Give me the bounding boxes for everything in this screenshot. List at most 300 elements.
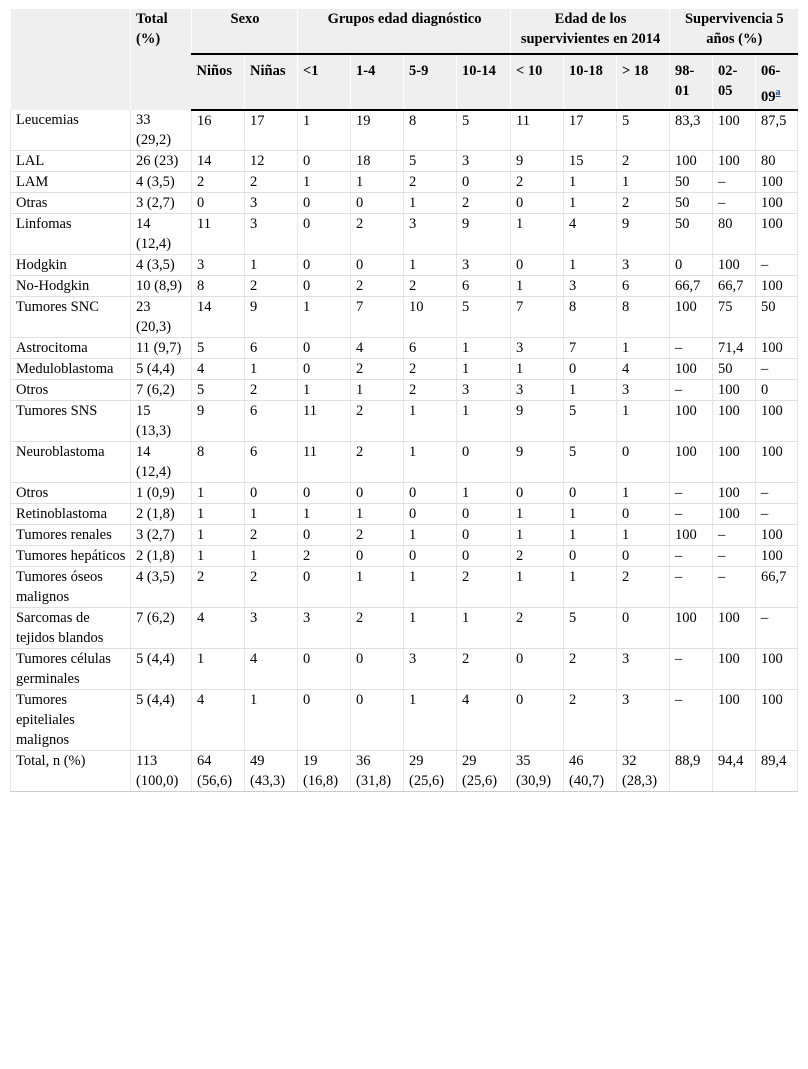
table-cell: 7 (351, 296, 404, 337)
table-cell: 49 (43,3) (245, 750, 298, 791)
table-cell: 1 (404, 254, 457, 275)
table-cell: 0 (564, 545, 617, 566)
table-cell: 5 (4,4) (131, 648, 192, 689)
table-cell: 0 (564, 482, 617, 503)
table-cell: 11 (298, 441, 351, 482)
table-cell: 0 (351, 689, 404, 750)
table-cell: 35 (30,9) (511, 750, 564, 791)
table-cell: 2 (617, 192, 670, 213)
table-cell: 0 (298, 213, 351, 254)
table-cell: 0 (351, 648, 404, 689)
table-row (11, 275, 798, 296)
table-cell: 5 (4,4) (131, 358, 192, 379)
table-cell: 4 (192, 358, 245, 379)
table-cell: 1 (351, 379, 404, 400)
table-cell: 50 (713, 358, 756, 379)
table-cell: 100 (713, 482, 756, 503)
table-cell: 10 (404, 296, 457, 337)
table-cell: 14 (192, 150, 245, 171)
table-cell: – (670, 503, 713, 524)
table-cell: 1 (245, 689, 298, 750)
table-cell: 0 (617, 503, 670, 524)
table-cell: 2 (404, 379, 457, 400)
table-cell: 0 (298, 358, 351, 379)
table-cell: – (713, 545, 756, 566)
table-cell: 0 (670, 254, 713, 275)
table-body (11, 110, 798, 792)
table-cell: 9 (511, 150, 564, 171)
table-cell: 2 (351, 607, 404, 648)
table-row (11, 545, 798, 566)
table-cell: 4 (564, 213, 617, 254)
table-cell: 6 (457, 275, 511, 296)
table-cell: 1 (511, 358, 564, 379)
table-cell: 2 (404, 171, 457, 192)
subheader-age-1-4: 1-4 (351, 54, 404, 110)
table-cell: 0 (298, 566, 351, 607)
table-cell: 1 (192, 524, 245, 545)
table-cell: 2 (351, 400, 404, 441)
table-cell: – (670, 689, 713, 750)
table-cell: 2 (511, 545, 564, 566)
table-cell: 19 (351, 110, 404, 151)
table-cell: 3 (457, 379, 511, 400)
table-cell: 5 (404, 150, 457, 171)
table-cell: 80 (713, 213, 756, 254)
table-cell: 7 (6,2) (131, 379, 192, 400)
table-cell: 1 (457, 482, 511, 503)
table-cell: 100 (713, 400, 756, 441)
table-cell: 100 (756, 192, 798, 213)
table-row (11, 254, 798, 275)
table-cell: 0 (351, 545, 404, 566)
table-cell: 3 (617, 648, 670, 689)
table-cell: 26 (23) (131, 150, 192, 171)
table-cell: – (670, 545, 713, 566)
subheader-age-5-9: 5-9 (404, 54, 457, 110)
table-cell: 0 (404, 503, 457, 524)
table-cell: 1 (298, 296, 351, 337)
table-row (11, 524, 798, 545)
table-cell: 0 (245, 482, 298, 503)
table-cell: 18 (351, 150, 404, 171)
table-cell: 0 (457, 171, 511, 192)
table-cell: 2 (1,8) (131, 545, 192, 566)
table-cell: 1 (564, 524, 617, 545)
table-cell: 6 (245, 441, 298, 482)
table-cell: 1 (404, 689, 457, 750)
table-cell: 8 (404, 110, 457, 151)
table-cell: 8 (192, 441, 245, 482)
subheader-surv-10-18: 10-18 (564, 54, 617, 110)
table-cell: 0 (298, 524, 351, 545)
table-cell: 1 (564, 566, 617, 607)
table-cell: 0 (298, 150, 351, 171)
table-cell: 3 (245, 607, 298, 648)
table-cell: 3 (511, 337, 564, 358)
row-label: Otras (11, 192, 131, 213)
table-cell: 2 (1,8) (131, 503, 192, 524)
table-cell: 9 (457, 213, 511, 254)
table-cell: 1 (351, 566, 404, 607)
subheader-ninas: Niñas (245, 54, 298, 110)
table-cell: 3 (2,7) (131, 524, 192, 545)
table-cell: – (670, 566, 713, 607)
table-cell: 2 (192, 566, 245, 607)
table-cell: 29 (25,6) (457, 750, 511, 791)
table-cell: 64 (56,6) (192, 750, 245, 791)
table-cell: 1 (457, 358, 511, 379)
table-cell: 83,3 (670, 110, 713, 151)
table-cell: 100 (756, 524, 798, 545)
table-cell: – (756, 607, 798, 648)
table-row (11, 171, 798, 192)
table-cell: 1 (298, 503, 351, 524)
table-cell: 1 (298, 171, 351, 192)
table-cell: 1 (298, 110, 351, 151)
row-label: Tumores óseos malignos (11, 566, 131, 607)
table-cell: 11 (192, 213, 245, 254)
table-cell: 2 (245, 275, 298, 296)
table-cell: 5 (457, 296, 511, 337)
table-cell: 2 (404, 358, 457, 379)
table-cell: 94,4 (713, 750, 756, 791)
row-label: Leucemias (11, 110, 131, 151)
table-cell: 100 (670, 400, 713, 441)
table-cell: 1 (192, 545, 245, 566)
table-cell: 100 (670, 524, 713, 545)
table-cell: 1 (0,9) (131, 482, 192, 503)
table-cell: 4 (351, 337, 404, 358)
row-label: Tumores hepáticos (11, 545, 131, 566)
table-cell: – (713, 566, 756, 607)
table-row (11, 150, 798, 171)
table-cell: 100 (670, 358, 713, 379)
table-cell: 50 (670, 213, 713, 254)
table-cell: 15 (564, 150, 617, 171)
table-row (11, 213, 798, 254)
table-cell: 3 (564, 275, 617, 296)
subheader-age-10-14: 10-14 (457, 54, 511, 110)
table-cell: 2 (617, 150, 670, 171)
table-cell: 1 (404, 566, 457, 607)
row-label: No-Hodgkin (11, 275, 131, 296)
table-row (11, 503, 798, 524)
table-cell: 1 (511, 275, 564, 296)
table-cell: 8 (192, 275, 245, 296)
table-cell: 88,9 (670, 750, 713, 791)
table-cell: 1 (617, 171, 670, 192)
table-cell: – (670, 648, 713, 689)
table-cell: 0 (756, 379, 798, 400)
header-sexo: Sexo (192, 9, 298, 54)
row-label-header (11, 9, 131, 110)
table-cell: 4 (3,5) (131, 171, 192, 192)
table-cell: 100 (756, 441, 798, 482)
table-cell: 32 (28,3) (617, 750, 670, 791)
table-cell: 7 (511, 296, 564, 337)
table-cell: 1 (192, 648, 245, 689)
table-cell: 36 (31,8) (351, 750, 404, 791)
table-cell: 100 (670, 296, 713, 337)
table-cell: – (670, 337, 713, 358)
table-cell: 0 (511, 482, 564, 503)
table-cell: 5 (192, 337, 245, 358)
table-cell: 100 (756, 400, 798, 441)
table-cell: 3 (457, 150, 511, 171)
table-cell: 1 (245, 254, 298, 275)
table-cell: – (756, 482, 798, 503)
row-label: LAL (11, 150, 131, 171)
table-cell: 5 (4,4) (131, 689, 192, 750)
table-cell: 3 (245, 213, 298, 254)
table-cell: 2 (564, 648, 617, 689)
table-cell: 66,7 (670, 275, 713, 296)
table-cell: 2 (351, 358, 404, 379)
table-cell: 8 (617, 296, 670, 337)
table-cell: 3 (404, 213, 457, 254)
table-cell: 100 (670, 607, 713, 648)
table-row (11, 337, 798, 358)
table-cell: 75 (713, 296, 756, 337)
subheader-period-98-01: 98-01 (670, 54, 713, 110)
table-cell: 9 (511, 441, 564, 482)
table-cell: 33 (29,2) (131, 110, 192, 151)
table-cell: 5 (564, 400, 617, 441)
table-cell: 100 (713, 441, 756, 482)
table-cell: 0 (511, 192, 564, 213)
table-cell: 46 (40,7) (564, 750, 617, 791)
table-cell: 0 (457, 441, 511, 482)
table-cell: 0 (511, 254, 564, 275)
table-row (11, 358, 798, 379)
table-cell: 50 (670, 171, 713, 192)
table-cell: 1 (245, 503, 298, 524)
table-cell: 29 (25,6) (404, 750, 457, 791)
table-cell: 0 (351, 482, 404, 503)
table-cell: 2 (404, 275, 457, 296)
table-cell: 1 (617, 337, 670, 358)
table-cell: 89,4 (756, 750, 798, 791)
table-cell: 1 (564, 192, 617, 213)
table-row (11, 750, 798, 791)
table-cell: 10 (8,9) (131, 275, 192, 296)
table-cell: 1 (245, 358, 298, 379)
table-cell: 19 (16,8) (298, 750, 351, 791)
table-cell: 100 (756, 545, 798, 566)
row-label: Sarcomas de tejidos blandos (11, 607, 131, 648)
table-cell: 1 (564, 379, 617, 400)
table-cell: 0 (617, 441, 670, 482)
row-label: Tumores epiteliales malignos (11, 689, 131, 750)
table-cell: 1 (351, 503, 404, 524)
subheader-period-02-05: 02-05 (713, 54, 756, 110)
row-label: LAM (11, 171, 131, 192)
table-cell: 0 (351, 192, 404, 213)
table-cell: 100 (713, 503, 756, 524)
table-cell: 0 (298, 275, 351, 296)
table-cell: – (713, 524, 756, 545)
table-cell: 1 (351, 171, 404, 192)
table-cell: 17 (564, 110, 617, 151)
table-cell: 11 (298, 400, 351, 441)
table-cell: 5 (564, 441, 617, 482)
table-cell: 100 (756, 337, 798, 358)
header-grupos-edad: Grupos edad diagnóstico (298, 9, 511, 54)
table-cell: 100 (713, 607, 756, 648)
table-row (11, 441, 798, 482)
table-cell: 16 (192, 110, 245, 151)
table-cell: 1 (457, 337, 511, 358)
table-cell: – (713, 192, 756, 213)
table-cell: 3 (511, 379, 564, 400)
subheader-surv-lt10: < 10 (511, 54, 564, 110)
table-cell: 3 (617, 689, 670, 750)
table-cell: 3 (192, 254, 245, 275)
table-row (11, 379, 798, 400)
table-cell: 0 (298, 254, 351, 275)
table-cell: 17 (245, 110, 298, 151)
table-cell: 23 (20,3) (131, 296, 192, 337)
row-label: Neuroblastoma (11, 441, 131, 482)
table-cell: – (670, 482, 713, 503)
table-cell: 11 (511, 110, 564, 151)
table-cell: 100 (713, 689, 756, 750)
table-cell: 0 (192, 192, 245, 213)
row-label: Total, n (%) (11, 750, 131, 791)
table-cell: 1 (404, 524, 457, 545)
subheader-period-06-09 (756, 54, 798, 110)
table-cell: 2 (351, 441, 404, 482)
subheader-surv-gt18: > 18 (617, 54, 670, 110)
table-cell: 100 (756, 689, 798, 750)
table-cell: 0 (511, 689, 564, 750)
table-cell: 1 (617, 482, 670, 503)
table-cell: 1 (457, 607, 511, 648)
table-cell: 66,7 (713, 275, 756, 296)
table-cell: 0 (298, 337, 351, 358)
table-cell: 1 (511, 503, 564, 524)
table-cell: 100 (713, 150, 756, 171)
table-cell: 66,7 (756, 566, 798, 607)
table-cell: 3 (298, 607, 351, 648)
table-cell: 0 (564, 358, 617, 379)
row-label: Otros (11, 482, 131, 503)
header-supervivencia: Supervivencia 5 años (%) (670, 9, 798, 54)
row-label: Tumores SNS (11, 400, 131, 441)
table-cell: 1 (404, 441, 457, 482)
table-cell: 100 (670, 150, 713, 171)
table-cell: 2 (617, 566, 670, 607)
table-cell: 2 (245, 171, 298, 192)
subheader-ninos: Niños (192, 54, 245, 110)
table-cell: 0 (298, 482, 351, 503)
table-cell: – (756, 358, 798, 379)
table-cell: 8 (564, 296, 617, 337)
table-cell: 2 (457, 192, 511, 213)
table-cell: 1 (404, 192, 457, 213)
table-cell: 4 (192, 689, 245, 750)
row-label: Hodgkin (11, 254, 131, 275)
table-cell: 100 (756, 275, 798, 296)
table-cell: 2 (457, 566, 511, 607)
table-cell: 11 (9,7) (131, 337, 192, 358)
table-cell: 2 (457, 648, 511, 689)
table-cell: 15 (13,3) (131, 400, 192, 441)
table-cell: 80 (756, 150, 798, 171)
survival-table (10, 9, 798, 792)
table-cell: 0 (617, 545, 670, 566)
table-cell: 9 (192, 400, 245, 441)
table-cell: 1 (245, 545, 298, 566)
table-cell: 0 (404, 545, 457, 566)
table-cell: 50 (670, 192, 713, 213)
table-cell: 0 (457, 545, 511, 566)
table-cell: 100 (713, 110, 756, 151)
table-cell: 6 (404, 337, 457, 358)
table-cell: 2 (351, 524, 404, 545)
table-cell: 2 (245, 379, 298, 400)
footnote-link-a[interactable]: a (775, 87, 781, 98)
table-cell: 1 (192, 503, 245, 524)
table-cell: 4 (245, 648, 298, 689)
table-cell: 87,5 (756, 110, 798, 151)
table-cell: 4 (3,5) (131, 254, 192, 275)
table-cell: 0 (617, 607, 670, 648)
table-row (11, 296, 798, 337)
table-cell: 5 (457, 110, 511, 151)
table-cell: 0 (298, 689, 351, 750)
table-row (11, 648, 798, 689)
table-cell: 2 (245, 566, 298, 607)
table-cell: 3 (617, 254, 670, 275)
table-cell: 2 (245, 524, 298, 545)
table-row (11, 110, 798, 151)
row-label: Linfomas (11, 213, 131, 254)
table-cell: 1 (564, 254, 617, 275)
table-cell: 6 (245, 400, 298, 441)
table-cell: 9 (511, 400, 564, 441)
table-cell: 3 (2,7) (131, 192, 192, 213)
table-cell: 2 (351, 275, 404, 296)
table-cell: 50 (756, 296, 798, 337)
table-cell: 6 (245, 337, 298, 358)
table-cell: 1 (564, 503, 617, 524)
table-cell: 1 (564, 171, 617, 192)
table-cell: 9 (617, 213, 670, 254)
table-cell: 100 (713, 254, 756, 275)
table-cell: 4 (3,5) (131, 566, 192, 607)
table-cell: 100 (756, 213, 798, 254)
table-cell: 0 (457, 524, 511, 545)
table-cell: 1 (511, 213, 564, 254)
table-cell: 7 (564, 337, 617, 358)
table-cell: 113 (100,0) (131, 750, 192, 791)
table-cell: 2 (298, 545, 351, 566)
table-cell: 100 (713, 379, 756, 400)
row-label: Tumores SNC (11, 296, 131, 337)
table-cell: 1 (404, 607, 457, 648)
table-cell: 100 (713, 648, 756, 689)
table-cell: 5 (564, 607, 617, 648)
table-row (11, 400, 798, 441)
table-cell: 100 (756, 171, 798, 192)
table-cell: 0 (511, 648, 564, 689)
table-cell: – (670, 379, 713, 400)
table-cell: 3 (617, 379, 670, 400)
table-row (11, 192, 798, 213)
table-cell: 2 (192, 171, 245, 192)
